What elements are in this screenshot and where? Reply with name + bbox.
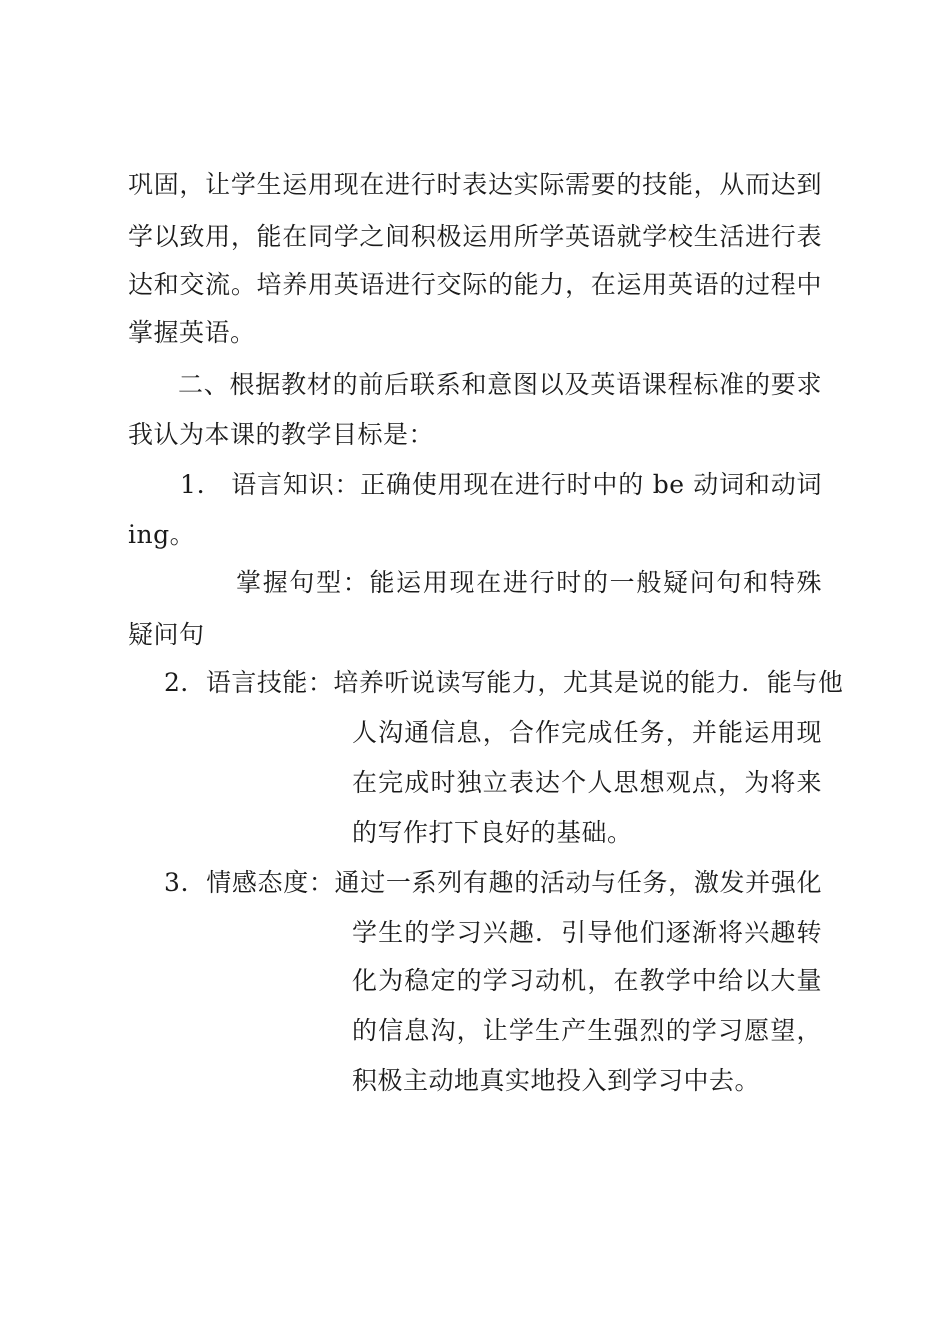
item-3-line-3: 化为稳定的学习动机，在教学中给以大量: [352, 966, 822, 995]
item-3-line-4: 的信息沟，让学生产生强烈的学习愿望，: [352, 1016, 822, 1045]
paragraph-1-line-3: 达和交流。培养用英语进行交际的能力，在运用英语的过程中: [128, 270, 822, 299]
paragraph-1-line-2: 学以致用，能在同学之间积极运用所学英语就学校生活进行表: [128, 222, 822, 251]
item-2-line-4: 的写作打下良好的基础。: [352, 818, 633, 847]
item-1-line-1: 1． 语言知识：正确使用现在进行时中的 be 动词和动词: [180, 470, 822, 499]
section-2-heading: 二、根据教材的前后联系和意图以及英语课程标准的要求: [178, 370, 822, 399]
item-3-line-2: 学生的学习兴趣．引导他们逐渐将兴趣转: [352, 918, 822, 947]
item-2-line-2: 人沟通信息，合作完成任务，并能运用现: [352, 718, 822, 747]
paragraph-1-line-1: 巩固，让学生运用现在进行时表达实际需要的技能，从而达到: [128, 170, 822, 199]
item-2-line-1: 2．语言技能：培养听说读写能力，尤其是说的能力．能与他: [164, 668, 844, 697]
paragraph-1-line-4: 掌握英语。: [128, 318, 256, 347]
item-1-line-2: ing。: [128, 520, 196, 549]
item-1-line-4: 疑问句: [128, 620, 205, 649]
section-2-line-2: 我认为本课的教学目标是：: [128, 420, 435, 449]
item-1-line-3: 掌握句型：能运用现在进行时的一般疑问句和特殊: [236, 568, 822, 597]
item-2-line-3: 在完成时独立表达个人思想观点，为将来: [352, 768, 822, 797]
item-3-line-5: 积极主动地真实地投入到学习中去。: [352, 1066, 761, 1095]
item-3-line-1: 3．情感态度：通过一系列有趣的活动与任务，激发并强化: [164, 868, 822, 897]
